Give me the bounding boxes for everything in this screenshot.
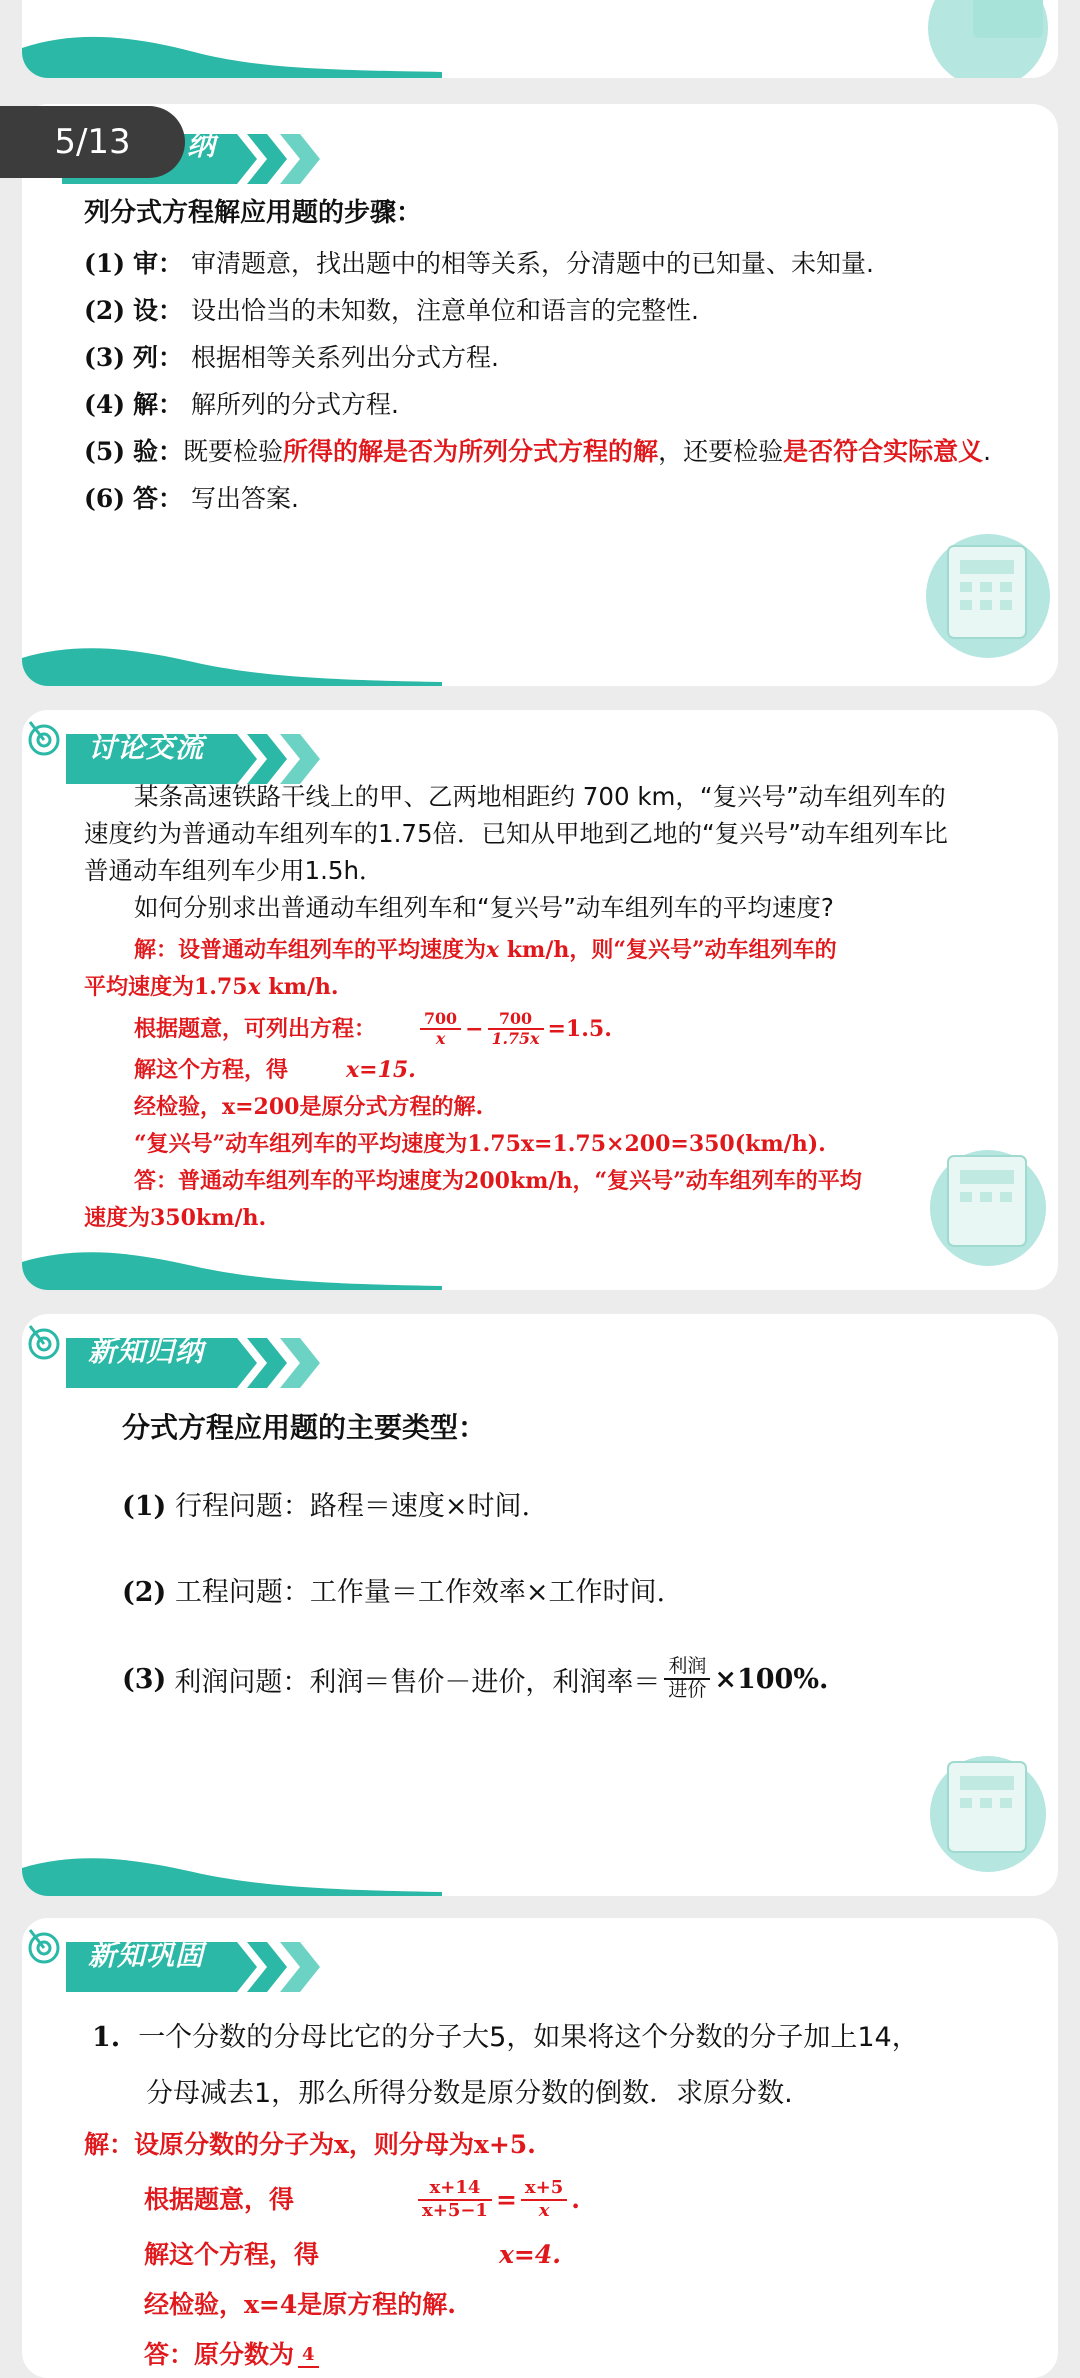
type-text: 利润问题：利润＝售价－进价，利润率＝ xyxy=(174,1666,661,1698)
step-key: 验： xyxy=(133,437,184,466)
solve-result: x=4. xyxy=(499,2240,561,2269)
solve-intro: 解这个方程，得 xyxy=(134,1057,289,1083)
slide-types-summary xyxy=(22,1314,1058,1896)
type-number: (1) xyxy=(122,1491,167,1522)
step-text: 既要检验 xyxy=(183,437,284,466)
step-key: 答： xyxy=(133,484,184,513)
answer-key: 答： xyxy=(134,1168,179,1194)
problem-line: 某条高速铁路干线上的甲、乙两地相距约 700 km，“复兴号”动车组列车的 xyxy=(134,782,946,811)
types-heading: 分式方程应用题的主要类型： xyxy=(122,1411,487,1444)
fraction xyxy=(420,1010,461,1048)
solution-line xyxy=(84,969,862,1006)
type-item xyxy=(122,1636,828,1722)
step-item xyxy=(84,338,991,385)
fraction xyxy=(418,2178,492,2221)
fraction-denominator: x+5−1 xyxy=(422,2200,488,2221)
step-item xyxy=(84,479,991,526)
type-item xyxy=(122,1484,828,1570)
fraction-denominator: x xyxy=(435,1029,446,1048)
step-item xyxy=(84,432,991,479)
answer-line: 速度为350km/h. xyxy=(84,1205,267,1231)
solve-intro: 解这个方程，得 xyxy=(144,2240,320,2269)
variable: x xyxy=(486,937,500,963)
solution-line xyxy=(84,2120,580,2170)
step-highlight: 所得的解是否为所列分式方程的解 xyxy=(283,437,659,466)
section-tag-label: 纳 xyxy=(187,129,217,162)
types-list xyxy=(122,1484,828,1722)
solution-line: 经检验，x=200是原分式方程的解. xyxy=(134,1094,484,1120)
calculator-clipboard-decoration xyxy=(918,0,1058,78)
solution-text: 平均速度为1.75 xyxy=(84,974,248,1000)
type-text: 行程问题：路程＝速度×时间. xyxy=(174,1491,531,1522)
equation-intro: 根据题意，得 xyxy=(144,2185,295,2214)
fraction-denominator: 1.75x xyxy=(491,1029,540,1048)
calculator-clipboard-decoration xyxy=(908,1140,1058,1270)
solution-line xyxy=(84,1052,862,1089)
step-number: (3) xyxy=(84,343,126,372)
fraction xyxy=(664,1656,710,1702)
slide-summary-steps xyxy=(22,104,1058,686)
step-number: (1) xyxy=(84,249,126,278)
variable: x xyxy=(247,974,261,1000)
fraction-denominator: 进价 xyxy=(668,1679,707,1701)
solution-line: 经检验，x=4是原方程的解. xyxy=(144,2290,456,2319)
solution-text: km/h. xyxy=(260,974,339,1000)
equation-operator: = xyxy=(495,2185,517,2214)
calculator-clipboard-decoration xyxy=(908,526,1058,666)
fraction-denominator: x xyxy=(538,2200,550,2221)
step-key: 审： xyxy=(133,249,184,278)
solution-key: 解： xyxy=(84,2130,135,2159)
step-number: (5) xyxy=(84,437,126,466)
fraction-numerator: 700 xyxy=(488,1010,544,1030)
wave-decoration xyxy=(22,18,442,78)
type-number: (3) xyxy=(122,1663,167,1695)
problem-line: 速度约为普通动车组列车的1.75倍．已知从甲地到乙地的“复兴号”动车组列车比 xyxy=(84,819,948,848)
question xyxy=(92,2010,919,2122)
fraction-numerator: x+14 xyxy=(418,2178,492,2201)
step-text: 设出恰当的未知数，注意单位和语言的完整性. xyxy=(190,296,699,325)
equation-line xyxy=(84,1006,862,1052)
section-tag-label: 新知巩固 xyxy=(88,1939,205,1972)
wave-decoration xyxy=(22,1240,442,1290)
solution-text: km/h，则“复兴号”动车组列车的 xyxy=(499,937,837,963)
question-line: 分母减去1，那么所得分数是原分数的倒数．求原分数. xyxy=(146,2078,793,2109)
step-item xyxy=(84,244,991,291)
type-number: (2) xyxy=(122,1577,167,1608)
step-number: (4) xyxy=(84,390,126,419)
question-text: 一个分数的分母比它的分子大5，如果将这个分数的分子加上14， xyxy=(138,2022,919,2053)
step-text: 根据相等关系列出分式方程. xyxy=(190,343,499,372)
equation-tail: =1.5. xyxy=(547,1015,612,1042)
step-text: . xyxy=(983,437,992,466)
solution-line xyxy=(84,2230,580,2280)
answer-text: 普通动车组列车的平均速度为200km/h，“复兴号”动车组列车的平均 xyxy=(178,1168,862,1194)
step-text: 写出答案. xyxy=(190,484,299,513)
question-line xyxy=(92,2010,919,2066)
step-key: 解： xyxy=(133,390,184,419)
solution xyxy=(84,2120,580,2378)
solution-line: “复兴号”动车组列车的平均速度为1.75x=1.75×200=350(km/h). xyxy=(134,1131,826,1157)
answer-line xyxy=(84,1163,862,1200)
step-number: (2) xyxy=(84,296,126,325)
step-item xyxy=(84,385,991,432)
slide-practice xyxy=(22,1918,1058,2378)
problem-question: 如何分别求出普通动车组列车和“复兴号”动车组列车的平均速度? xyxy=(134,893,834,922)
fraction-numerator: x+5 xyxy=(521,2178,567,2201)
step-number: (6) xyxy=(84,484,126,513)
fraction xyxy=(488,1010,544,1048)
wave-decoration xyxy=(22,636,442,686)
step-text: ，还要检验 xyxy=(658,437,784,466)
equation-tail: . xyxy=(571,2185,580,2214)
problem-text xyxy=(84,778,948,926)
section-tag-label: 讨论交流 xyxy=(88,731,205,764)
solution-text: 设原分数的分子为x，则分母为x+5. xyxy=(134,2130,536,2159)
step-highlight: 是否符合实际意义 xyxy=(783,437,984,466)
slide-discussion xyxy=(22,710,1058,1290)
calculator-clipboard-decoration xyxy=(908,1746,1058,1876)
wave-decoration xyxy=(22,1846,442,1896)
previous-slide-bottom xyxy=(22,0,1058,78)
step-key: 列： xyxy=(133,343,184,372)
fraction-numerator: 利润 xyxy=(664,1656,710,1680)
type-text: 工程问题：工作量＝工作效率×工作时间. xyxy=(174,1577,666,1608)
type-tail: ×100%. xyxy=(714,1663,829,1695)
solution xyxy=(84,932,862,1237)
section-tag-label: 新知归纳 xyxy=(88,1335,205,1368)
step-key: 设： xyxy=(133,296,184,325)
equation-line xyxy=(84,2170,580,2230)
equation-operator: − xyxy=(465,1015,484,1042)
steps-list xyxy=(84,244,991,526)
question-number: 1. xyxy=(92,2022,121,2053)
fraction xyxy=(298,2345,319,2368)
step-text: 审清题意，找出题中的相等关系，分清题中的已知量、未知量. xyxy=(190,249,874,278)
solution-key: 解： xyxy=(134,937,179,963)
step-item xyxy=(84,291,991,338)
solve-result: x=15. xyxy=(346,1057,416,1083)
page-counter: 5/13 xyxy=(0,106,185,178)
solution-text: 设普通动车组列车的平均速度为 xyxy=(178,937,487,963)
answer-line xyxy=(84,2330,580,2378)
equation-intro: 根据题意，可列出方程： xyxy=(134,1015,377,1042)
solution-line xyxy=(84,932,862,969)
steps-heading: 列分式方程解应用题的步骤： xyxy=(84,198,423,228)
problem-line: 普通动车组列车少用1.5h． xyxy=(84,856,384,885)
fraction xyxy=(521,2178,567,2221)
answer-text: 答：原分数为 xyxy=(144,2340,295,2369)
fraction-numerator: 4 xyxy=(298,2345,319,2368)
fraction-numerator: 700 xyxy=(420,1010,461,1030)
step-text: 解所列的分式方程. xyxy=(190,390,399,419)
